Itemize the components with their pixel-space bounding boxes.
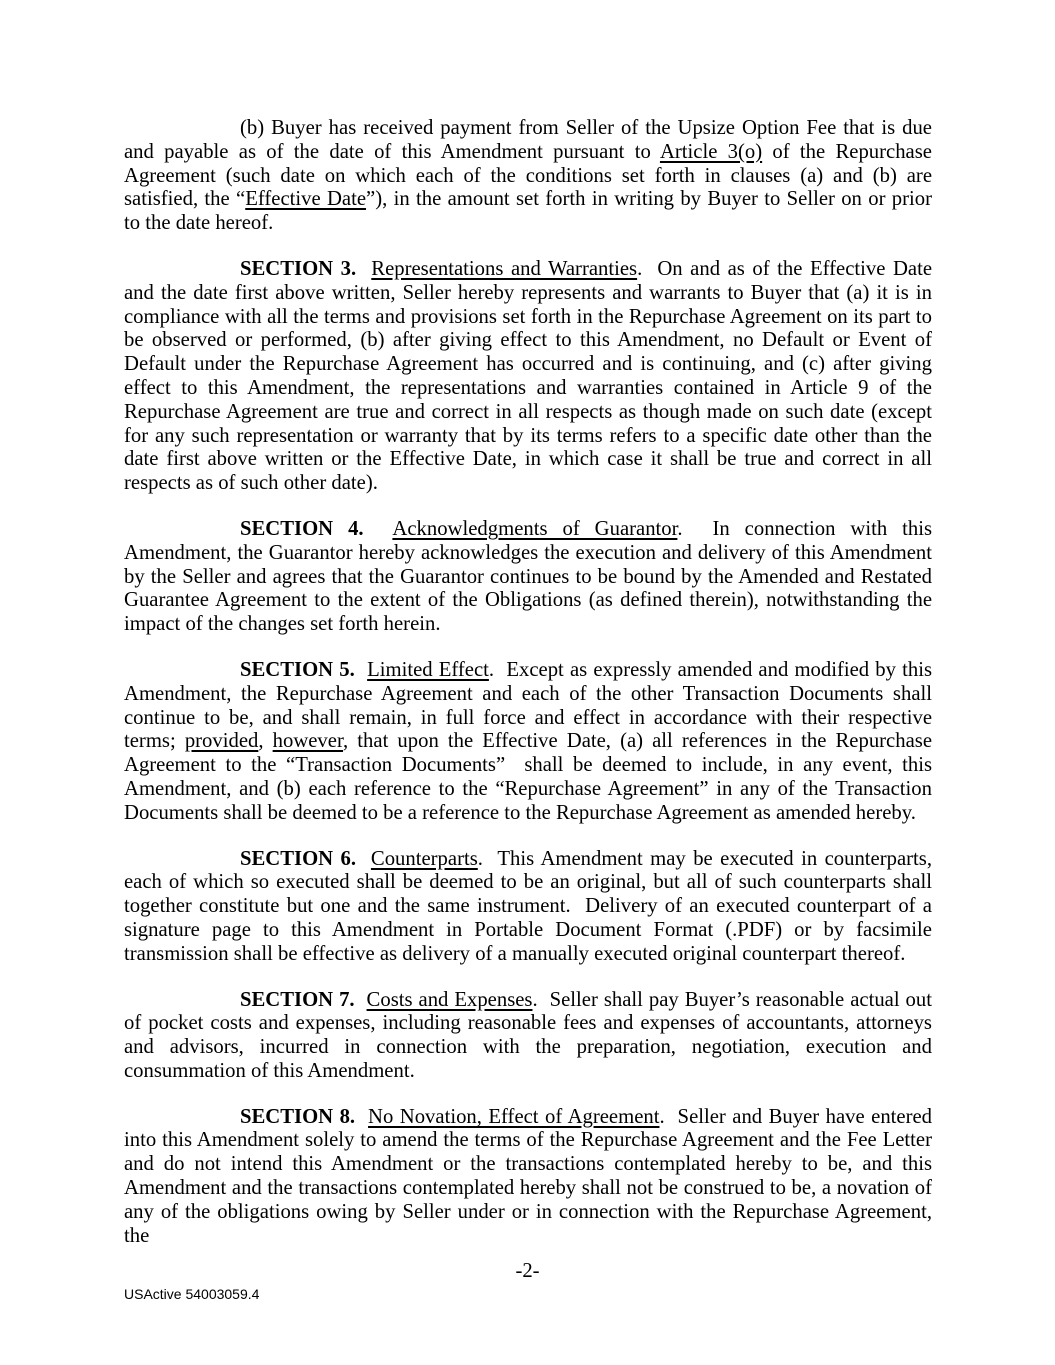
text-run — [355, 989, 367, 1011]
document-body — [124, 117, 932, 1248]
text-run: SECTION 7. — [240, 988, 355, 1011]
text-run: . This Amendment may be executed in counterparts, each of which so executed shall be deemed to be an original, but all of such counterparts shall together constitute but one and the same instrument. Delivery of an executed counterpart of a signature page to this Amendment in Portable Document Format (.PDF) or by facsimile transmission shall be effective as delivery of a manually executed original counterpart thereof. — [124, 847, 932, 965]
text-run — [355, 1106, 368, 1128]
text-run: . On and as of the Effective Date and the date first above written, Seller hereby represents and warrants to Buyer that (a) it is in compliance with all the terms and provisions set forth in the Repurchase Agreement on its part to be observed or performed, (b) after giving effect to this Amendment, no Default or Event of Default under the Repurchase Agreement has occurred and is continuing, and (c) after giving effect to this Amendment, the representations and warranties contained in Article 9 of the Repurchase Agreement are true and correct in all respects as though made on such date (except for any such representation or warranty that by its terms refers to a specific date other than the date first above written or the Effective Date, in which case it shall be true and correct in all respects as of such other date). — [124, 257, 933, 495]
paragraph-section-6 — [124, 848, 932, 967]
text-run: , — [258, 730, 273, 753]
text-run — [364, 518, 393, 540]
text-run: SECTION 5. — [240, 658, 355, 681]
paragraph-section-8 — [124, 1106, 932, 1249]
text-run: , that upon the Effective Date, (a) all references in the Repurchase Agreement to the “Transaction Documents” shall be deemed to include, in any event, this Amendment, and (b) each reference to the “Repurchase Agreement” in any of the Transaction Documents shall be deemed to be a reference to the Repurchase Agreement as amended hereby. — [124, 730, 933, 824]
doc-id-stamp: USActive 54003059.4 — [124, 1286, 260, 1302]
text-run: Article 3(o) — [659, 140, 763, 163]
paragraph-clause-b — [124, 117, 932, 236]
text-run: Limited Effect — [367, 658, 489, 681]
text-run: SECTION 4. — [240, 517, 364, 540]
text-run: SECTION 8. — [240, 1105, 356, 1128]
text-run: Effective Date — [245, 188, 367, 211]
text-run: SECTION 6. — [240, 847, 357, 870]
text-run: . Seller shall pay Buyer’s reasonable actual out of pocket costs and expenses, including reasonable fees and expenses of accountants, attorneys and advisors, incurred in connection with the preparation, negotiation, execution and consummation of this Amendment. — [124, 988, 932, 1082]
page-number: -2- — [515, 1260, 540, 1282]
text-run: SECTION 3. — [240, 257, 357, 280]
text-run: (b) Buyer has received payment from Seller of the Upsize Option Fee that is due and payable as of the date of this Amendment pursuant to — [124, 117, 932, 163]
paragraph-section-7 — [124, 989, 932, 1084]
text-run: however — [272, 730, 344, 753]
text-run: Representations and Warranties — [371, 257, 638, 280]
text-run — [356, 258, 371, 280]
text-run: . Except as expressly amended and modified by this Amendment, the Repurchase Agreement and each of the other Transaction Documents shall continue to be, and shall remain, in full force and effect in accordance with their respective terms; — [124, 658, 933, 753]
text-run — [355, 659, 367, 681]
text-run: Acknowledgments of Guarantor — [392, 517, 678, 540]
text-run — [356, 848, 371, 870]
paragraph-section-4 — [124, 518, 932, 637]
paragraph-section-5 — [124, 659, 932, 826]
text-run: No Novation, Effect of Agreement — [368, 1105, 660, 1128]
text-run: provided — [184, 730, 259, 753]
text-run: ”), in the amount set forth in writing by Buyer to Seller on or prior to the date hereof. — [124, 188, 932, 235]
text-run: Costs and Expenses — [366, 988, 533, 1011]
text-run: . Seller and Buyer have entered into this Amendment solely to amend the terms of the Repurchase Agreement and the Fee Letter and do not intend this Amendment or the transactions contemplated hereby to be, and this Amendment and the transactions contemplated hereby shall not be construed to be, a novation of any of the obligations owing by Seller under or in connection with the Repurchase Agreement, the — [124, 1105, 933, 1247]
text-run: Counterparts — [370, 847, 478, 870]
text-run: of the Repurchase Agreement (such date on which each of the conditions set forth in clauses (a) and (b) are satisfied, the “ — [124, 140, 932, 211]
text-run: . In connection with this Amendment, the Guarantor hereby acknowledges the execution and delivery of this Amendment by the Seller and agrees that the Guarantor continues to be bound by the Amended and Restated Guarantee Agreement to the extent of the Obligations (as defined therein), notwithstanding the impact of the changes set forth herein. — [124, 517, 933, 636]
paragraph-section-3 — [124, 258, 932, 496]
